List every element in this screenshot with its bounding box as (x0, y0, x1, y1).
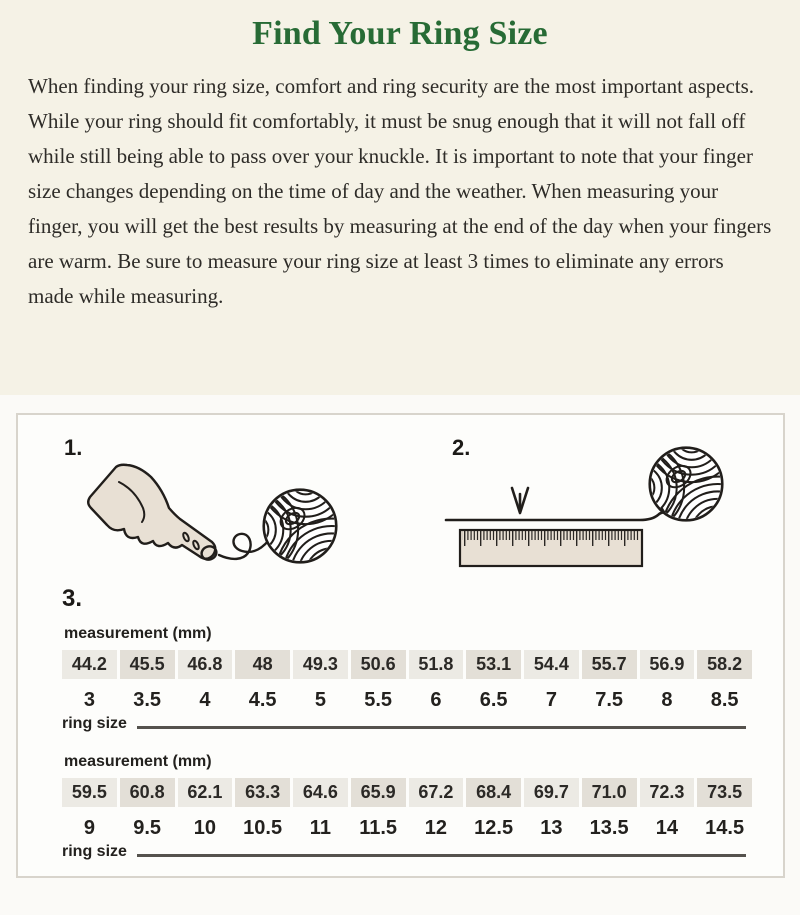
ring-size-cell: 8 (661, 688, 673, 711)
measurement-cell: 48 (235, 650, 290, 679)
measurement-cell: 56.9 (640, 650, 695, 679)
ring-size-cell: 12 (424, 816, 447, 839)
ring-size-label: ring size (62, 715, 127, 732)
measurement-cell: 68.4 (466, 778, 521, 807)
measurement-cell: 69.7 (524, 778, 579, 807)
intro-paragraph: When finding your ring size, comfort and ring security are the most important aspects. While your ring should fit comfortably, it must be snug enough that it will not fall off while still being able to pass over your knuckle. It is important to note that your finger size changes depending on the time of day and the weather. When measuring your finger, you will get the best results by measuring at the end of the day when your fingers are warm. Be sure to measure your ring size at least 3 times to eliminate any errors made while measuring. (28, 74, 772, 308)
measurement-cell: 46.8 (178, 650, 233, 679)
ring-size-cell: 6 (430, 688, 442, 711)
measurement-cell: 54.4 (524, 650, 579, 679)
measurement-cell: 55.7 (582, 650, 637, 679)
ring-size-cell: 6.5 (479, 688, 508, 711)
ring-size-cell: 9 (83, 816, 95, 839)
ring-size-cell: 7 (545, 688, 557, 711)
ring-size-label: ring size (62, 843, 127, 860)
ring-size-cell: 11 (309, 816, 331, 839)
measurement-cell: 59.5 (62, 778, 117, 807)
ring-size-cell: 3 (83, 688, 95, 711)
sizing-guide-panel (16, 413, 785, 878)
size-table-small (62, 625, 752, 733)
ring-size-rule (137, 854, 746, 857)
measurement-cell: 67.2 (409, 778, 464, 807)
measurement-cell: 65.9 (351, 778, 406, 807)
ring-size-cell: 13.5 (589, 816, 629, 839)
measurement-cell: 63.3 (235, 778, 290, 807)
measurement-cell: 58.2 (697, 650, 752, 679)
measurement-cell: 45.5 (120, 650, 175, 679)
measurement-cell: 64.6 (293, 778, 348, 807)
measurement-cell: 73.5 (697, 778, 752, 807)
ring-size-cell: 4.5 (248, 688, 277, 711)
ring-size-cell: 12.5 (474, 816, 514, 839)
string-curl-line (219, 534, 269, 559)
measurement-cell: 44.2 (62, 650, 117, 679)
measurement-cell: 62.1 (178, 778, 233, 807)
ring-size-cell: 5 (314, 688, 326, 711)
ring-size-row (62, 687, 752, 713)
ruler-with-string-and-yarn-ball-icon (440, 428, 760, 578)
measurement-cell: 72.3 (640, 778, 695, 807)
ring-size-cell: 10 (193, 816, 216, 839)
measurement-cell: 53.1 (466, 650, 521, 679)
ring-size-cell: 11.5 (359, 816, 398, 839)
ruler-tick-marks (462, 531, 640, 548)
hand-with-string-and-yarn-ball-icon (85, 458, 345, 578)
page-title: Find Your Ring Size (252, 15, 548, 52)
measurement-row (62, 778, 752, 807)
measurement-cell: 50.6 (351, 650, 406, 679)
arrow-marker-icon (512, 488, 528, 513)
ring-size-cell: 10.5 (243, 816, 283, 839)
ring-size-cell: 8.5 (710, 688, 739, 711)
ring-size-rule (137, 726, 746, 729)
ring-size-cell: 13 (540, 816, 563, 839)
ring-size-cell: 5.5 (364, 688, 393, 711)
step-2-label: 2. (452, 435, 471, 460)
ring-size-row (62, 815, 752, 841)
measurement-cell: 51.8 (409, 650, 464, 679)
size-table-large (62, 753, 752, 861)
measurement-cell: 49.3 (293, 650, 348, 679)
measurement-cell: 71.0 (582, 778, 637, 807)
measurement-cell: 60.8 (120, 778, 175, 807)
ring-size-cell: 7.5 (595, 688, 624, 711)
measurement-label: measurement (mm) (64, 753, 212, 770)
hand-pointing-icon (88, 465, 215, 559)
ring-size-caption-row (62, 715, 752, 733)
ring-size-cell: 14.5 (705, 816, 745, 839)
measurement-row (62, 650, 752, 679)
ring-size-tables (62, 625, 752, 861)
ring-size-cell: 9.5 (133, 816, 162, 839)
ring-size-cell: 4 (199, 688, 211, 711)
intro-section (0, 0, 800, 395)
ring-size-cell: 14 (655, 816, 678, 839)
measurement-label: measurement (mm) (64, 625, 212, 642)
step-3-label: 3. (62, 585, 83, 612)
ring-size-caption-row (62, 843, 752, 861)
string-straight-line (446, 509, 664, 520)
yarn-ball-icon (209, 458, 345, 578)
step-1-label: 1. (64, 435, 83, 460)
ring-size-cell: 3.5 (133, 688, 162, 711)
